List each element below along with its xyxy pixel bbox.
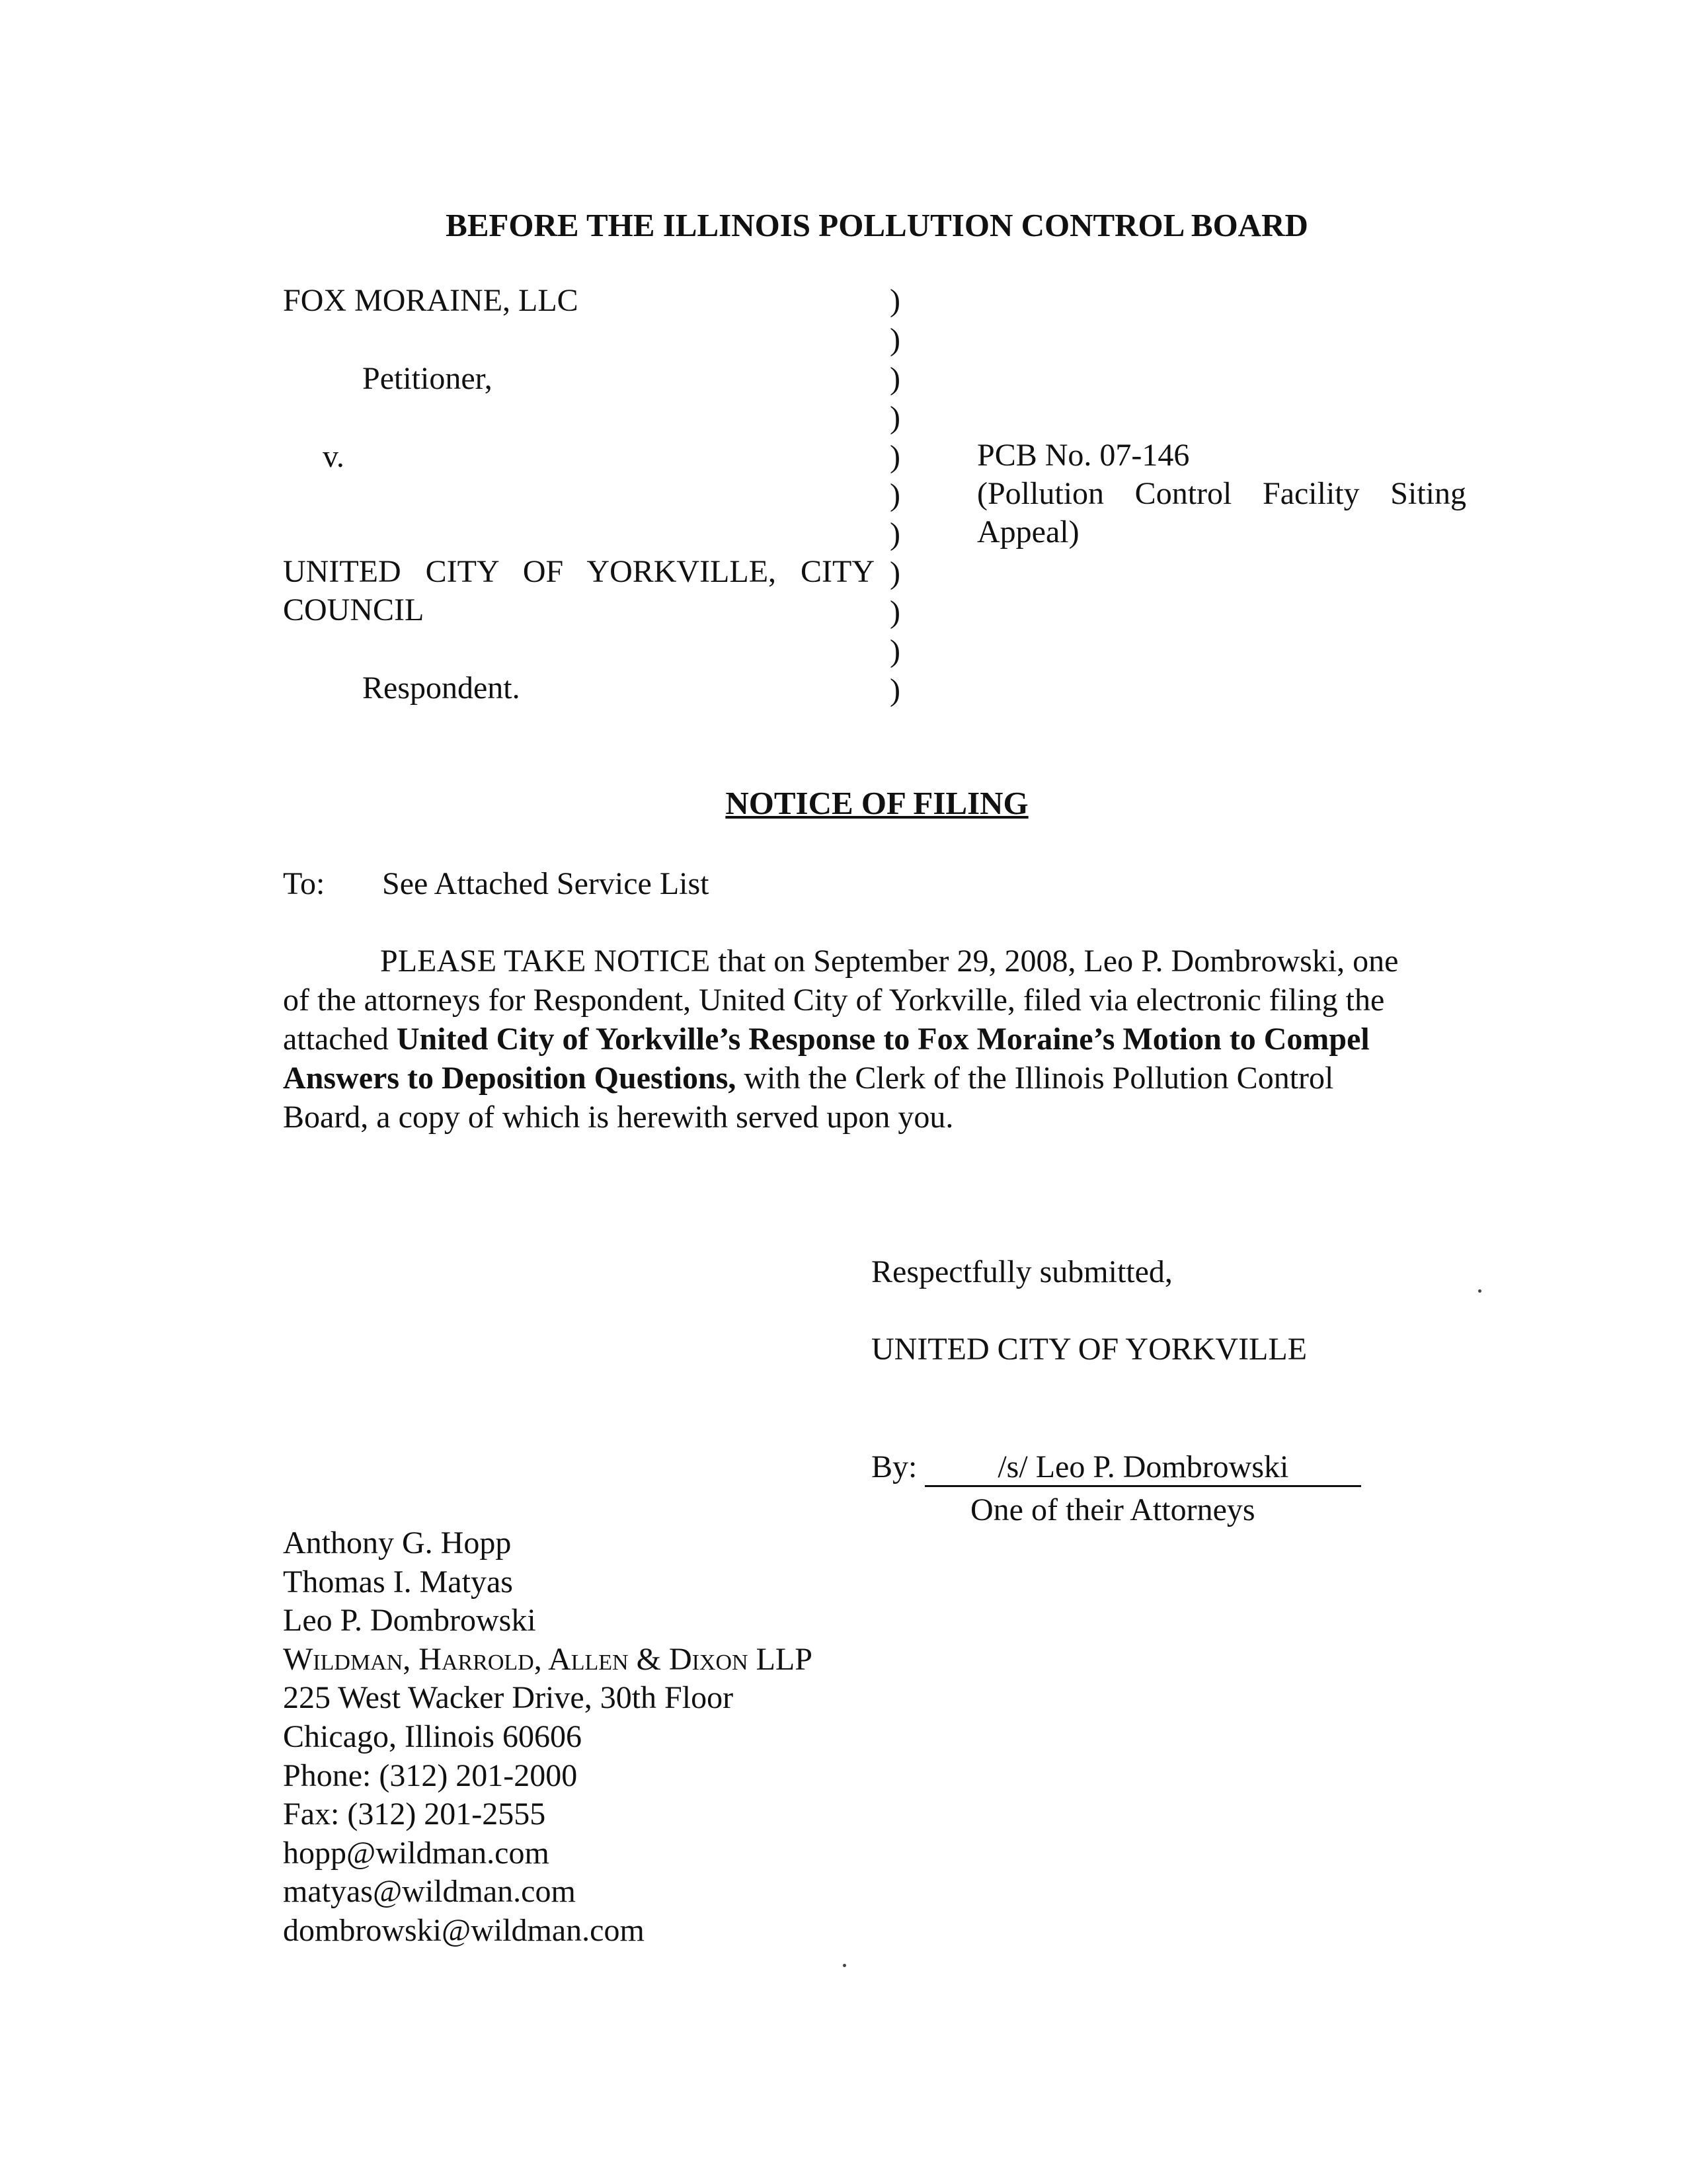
attorney-name: Anthony G. Hopp — [283, 1525, 512, 1560]
board-title: BEFORE THE ILLINOIS POLLUTION CONTROL BOARD — [446, 207, 1308, 243]
body-line — [283, 1020, 1446, 1059]
address-street: 225 West Wacker Drive, 30th Floor — [283, 1680, 734, 1716]
caption-paren: ) — [890, 672, 900, 708]
filed-document-title-cont: Answers to Deposition Questions, — [283, 1061, 736, 1096]
case-info — [977, 436, 1466, 551]
attorney-name: Leo P. Dombrowski — [283, 1603, 536, 1638]
signing-party: UNITED CITY OF YORKVILLE — [871, 1332, 1308, 1367]
versus-label: v. — [323, 439, 344, 474]
petitioner-role: Petitioner, — [362, 361, 492, 396]
caption-paren: ) — [890, 283, 900, 318]
signature: /s/ Leo P. Dombrowski — [925, 1449, 1361, 1487]
to-label: To: — [283, 866, 325, 901]
filed-document-title: United City of Yorkville’s Response to Fox Moraine’s Motion to Compel — [396, 1022, 1370, 1057]
email: matyas@wildman.com — [283, 1874, 576, 1910]
respondent-role: Respondent. — [362, 670, 520, 706]
caption-paren: ) — [890, 633, 900, 669]
notice-body — [283, 942, 1446, 1137]
body-text: with the Clerk of the Illinois Pollution Control — [736, 1061, 1334, 1096]
scan-speck — [1478, 1289, 1481, 1293]
case-number: PCB No. 07-146 — [977, 438, 1190, 473]
body-line — [283, 1059, 1446, 1098]
to-value: See Attached Service List — [382, 866, 709, 901]
caption-paren: ) — [890, 399, 900, 435]
body-line: PLEASE TAKE NOTICE that on September 29, 2008, Leo P. Dombrowski, one — [380, 944, 1399, 979]
petitioner-name: FOX MORAINE, LLC — [283, 283, 578, 318]
attorney-contact-block — [283, 1524, 812, 1951]
respondent-name-line1: UNITED CITY OF YORKVILLE, CITY — [283, 554, 875, 589]
body-line: of the attorneys for Respondent, United City of Yorkville, filed via electronic filing the — [283, 983, 1385, 1018]
caption-paren: ) — [890, 555, 900, 591]
case-type-line2: Appeal) — [977, 514, 1080, 549]
fax: Fax: (312) 201-2555 — [283, 1797, 546, 1832]
notice-heading: NOTICE OF FILING — [725, 785, 1029, 821]
caption-paren: ) — [890, 477, 900, 513]
signer-role: One of their Attorneys — [970, 1492, 1255, 1527]
caption-paren: ) — [890, 321, 900, 357]
caption-paren: ) — [890, 594, 900, 630]
address-city: Chicago, Illinois 60606 — [283, 1719, 582, 1754]
phone: Phone: (312) 201-2000 — [283, 1758, 578, 1793]
email: dombrowski@wildman.com — [283, 1912, 645, 1948]
closing: Respectfully submitted, — [871, 1254, 1173, 1289]
body-text: attached — [283, 1022, 397, 1057]
caption-divider — [890, 282, 916, 710]
respondent-name — [283, 553, 875, 629]
email: hopp@wildman.com — [283, 1835, 549, 1871]
body-line: Board, a copy of which is herewith served upon you. — [283, 1100, 954, 1135]
caption-paren: ) — [890, 360, 900, 396]
by-label: By: — [871, 1449, 918, 1484]
law-firm: Wildman, Harrold, Allen & Dixon LLP — [283, 1641, 812, 1677]
caption-paren: ) — [890, 438, 900, 474]
case-type-line1: (Pollution Control Facility Siting — [977, 476, 1466, 511]
signature-line — [871, 1448, 1361, 1487]
attorney-name: Thomas I. Matyas — [283, 1564, 513, 1599]
caption-paren: ) — [890, 516, 900, 552]
scan-speck — [843, 1964, 846, 1967]
respondent-name-line2: COUNCIL — [283, 592, 424, 627]
